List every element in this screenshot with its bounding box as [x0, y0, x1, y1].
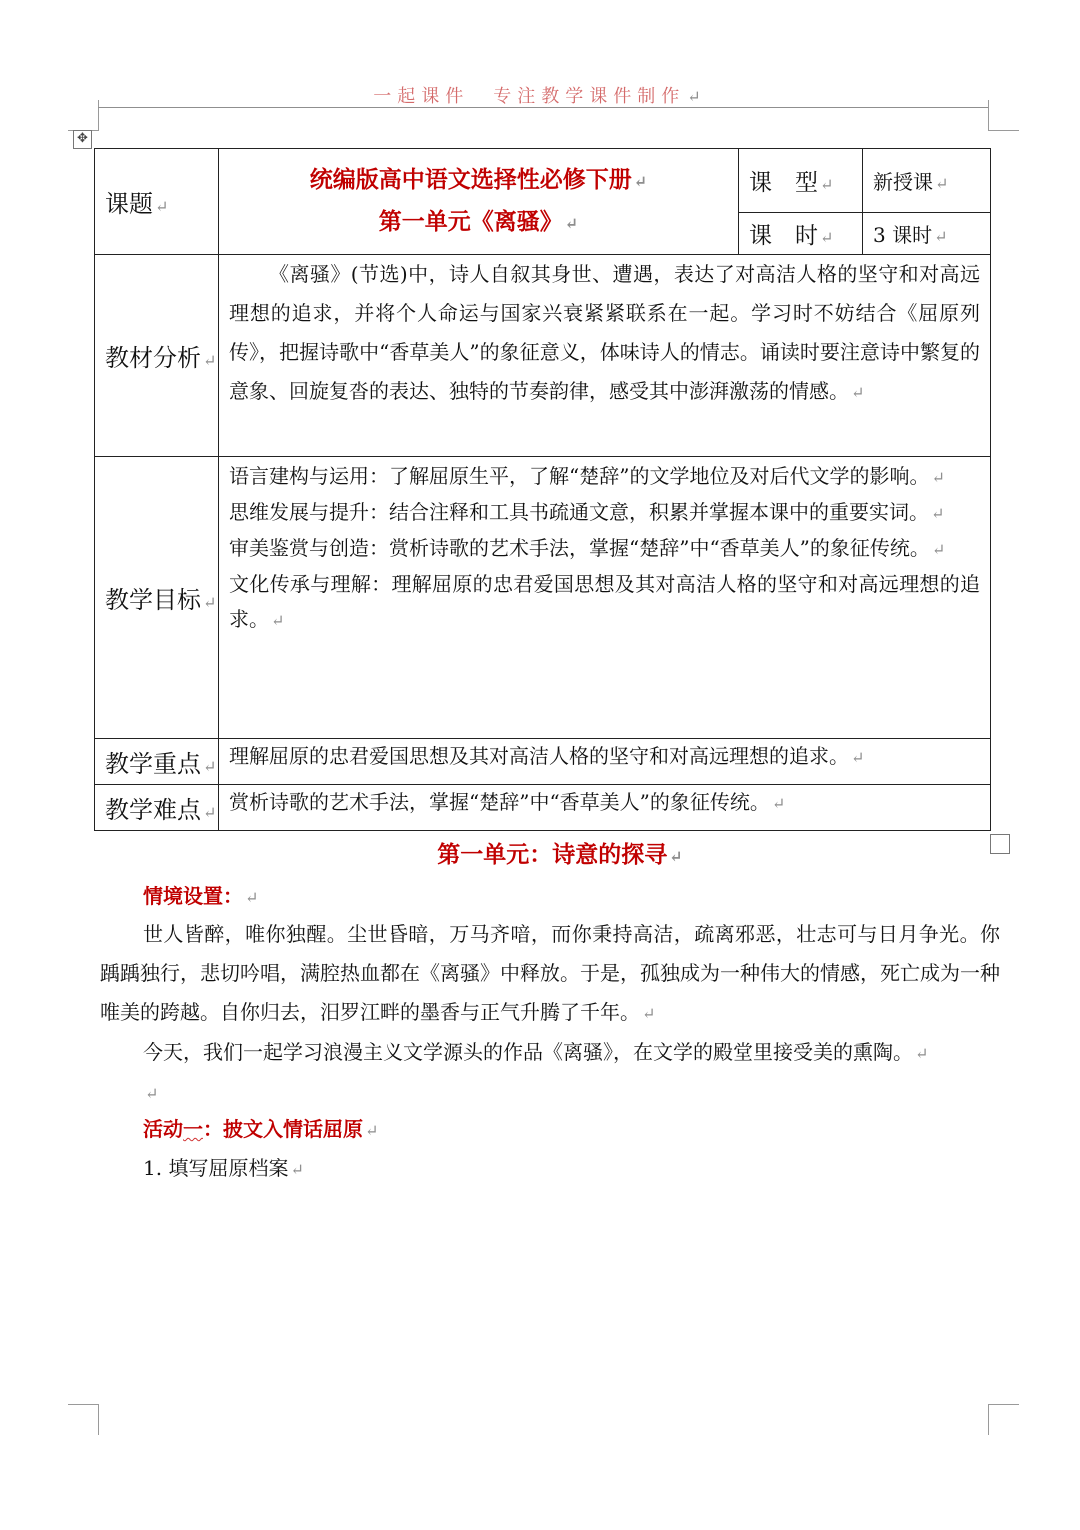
paragraph-mark-icon: ↵	[687, 87, 707, 106]
page-header	[0, 82, 1080, 108]
objective-item	[229, 495, 980, 531]
scenario-heading-text: 情境设置：	[143, 884, 243, 908]
objective-text: 语言建构与运用：了解屈原生平，了解“楚辞”的文学地位及对后代文学的影响。	[229, 464, 930, 488]
objectives-label: 教学目标	[105, 586, 201, 614]
activity-item-1	[100, 1152, 1000, 1181]
activity-heading-prefix: 活动	[143, 1117, 183, 1141]
key-points-text: 理解屈原的忠君爱国思想及其对高洁人格的坚守和对高远理想的追求。	[229, 744, 849, 768]
paragraph-mark-icon: ↵	[915, 1044, 929, 1063]
lesson-plan-table	[94, 148, 991, 831]
paragraph-mark-icon: ↵	[669, 847, 683, 866]
activity-heading	[100, 1113, 1000, 1142]
paragraph-mark-icon: ↵	[642, 1004, 656, 1023]
difficulty-label: 教学难点	[105, 796, 201, 824]
header-rule	[98, 107, 988, 108]
paragraph-mark-icon: ↵	[851, 748, 865, 767]
objectives-label-cell	[95, 457, 219, 739]
paragraph-mark-icon: ↵	[931, 540, 946, 559]
lesson-hours-value: 3 课时	[873, 223, 933, 247]
paragraph-mark-icon: ↵	[935, 174, 949, 193]
paragraph-mark-icon: ↵	[245, 888, 259, 907]
paragraph-mark-icon: ↵	[931, 468, 945, 487]
objective-item	[229, 459, 980, 495]
difficulty-label-cell	[95, 785, 219, 831]
activity-heading-rest: ：披文入情话屈原	[203, 1117, 363, 1141]
objective-text: 文化传承与理解：理解屈原的忠君爱国思想及其对高洁人格的坚守和对高远理想的追求。	[229, 572, 980, 631]
objective-item	[229, 567, 980, 638]
paragraph-mark-icon: ↵	[820, 175, 834, 194]
key-points-label-cell	[95, 739, 219, 785]
objective-item	[229, 531, 980, 567]
paragraph-mark-icon: ↵	[820, 228, 834, 247]
paragraph-mark-icon: ↵	[203, 593, 217, 612]
lesson-hours-label: 课 时	[749, 223, 818, 249]
analysis-label-cell	[95, 255, 219, 457]
analysis-text-cell	[219, 255, 991, 457]
topic-label: 课题	[105, 190, 153, 218]
difficulty-cell	[219, 785, 991, 831]
scenario-paragraph-2: 今天，我们一起学习浪漫主义文学源头的作品《离骚》，在文学的殿堂里接受美的熏陶。	[143, 1040, 913, 1064]
difficulty-text: 赏析诗歌的艺术手法，掌握“楚辞”中“香草美人”的象征传统。	[229, 790, 770, 814]
table-move-handle-icon[interactable]: ✥	[73, 130, 92, 149]
paragraph-mark-icon: ↵	[365, 1121, 379, 1140]
crop-mark-bottom-left	[68, 1404, 99, 1435]
crop-mark-bottom-right	[988, 1404, 1019, 1435]
unit-title-text: 第一单元：诗意的探寻	[437, 841, 668, 868]
paragraph-mark-icon: ↵	[633, 171, 648, 191]
activity-heading-number: 一	[183, 1117, 203, 1141]
header-text: 一起课件 专注教学课件制作	[373, 86, 686, 107]
lesson-type-value-cell	[863, 149, 991, 213]
lesson-hours-value-cell	[863, 213, 991, 255]
paragraph-mark-icon: ↵	[155, 197, 169, 216]
paragraph-mark-icon: ↵	[271, 611, 285, 630]
scenario-paragraph-1: 世人皆醉，唯你独醒。尘世昏暗，万马齐喑，而你秉持高洁，疏离邪恶，壮志可与日月争光。你踽踽独行，悲切吟唱，满腔热血都在《离骚》中释放。于是，孤独成为一种伟大的情感，死亡成为一种唯美的跨越。自你归去，汨罗江畔的墨香与正气升腾了千年。	[100, 922, 1000, 1024]
paragraph-mark-icon: ↵	[851, 383, 865, 402]
activity-item-1-text: 1. 填写屈原档案	[143, 1156, 289, 1180]
key-points-cell	[219, 739, 991, 785]
objective-text: 审美鉴赏与创造：赏析诗歌的艺术手法，掌握“楚辞”中“香草美人”的象征传统。	[229, 536, 930, 560]
scenario-paragraph	[100, 915, 1000, 1113]
lesson-title-line1: 统编版高中语文选择性必修下册	[309, 165, 632, 193]
paragraph-mark-icon: ↵	[934, 227, 948, 246]
objectives-cell	[219, 457, 991, 739]
paragraph-mark-icon: ↵	[203, 757, 217, 776]
lesson-title-line2: 第一单元《离骚》	[378, 207, 563, 235]
lesson-type-label-cell	[739, 149, 863, 213]
topic-label-cell	[95, 149, 219, 255]
objective-text: 思维发展与提升：结合注释和工具书疏通文意，积累并掌握本课中的重要实词。	[229, 500, 929, 524]
lesson-hours-label-cell	[739, 213, 863, 255]
analysis-label: 教材分析	[105, 344, 201, 372]
lesson-title-cell	[219, 149, 739, 255]
lesson-type-label: 课 型	[749, 170, 818, 196]
key-points-label: 教学重点	[105, 750, 201, 778]
scenario-heading	[100, 880, 1000, 909]
paragraph-mark-icon: ↵	[145, 1084, 159, 1103]
paragraph-mark-icon: ↵	[203, 803, 217, 822]
unit-title	[0, 836, 1080, 869]
lesson-type-value: 新授课	[873, 170, 933, 194]
analysis-text: 《离骚》(节选)中，诗人自叙其身世、遭遇，表达了对高洁人格的坚守和对高远理想的追求，并将个人命运与国家兴衰紧紧联系在一起。学习时不妨结合《屈原列传》，把握诗歌中“香草美人”的象征意义，体味诗人的情志。诵读时要注意诗中繁复的意象、回旋复沓的表达、独特的节奏韵律，感受其中澎湃激荡的情感。	[229, 262, 980, 403]
paragraph-mark-icon: ↵	[203, 351, 217, 370]
paragraph-mark-icon: ↵	[290, 1160, 304, 1179]
paragraph-mark-icon: ↵	[771, 794, 786, 813]
paragraph-mark-icon: ↵	[564, 213, 579, 233]
paragraph-mark-icon: ↵	[931, 504, 945, 523]
